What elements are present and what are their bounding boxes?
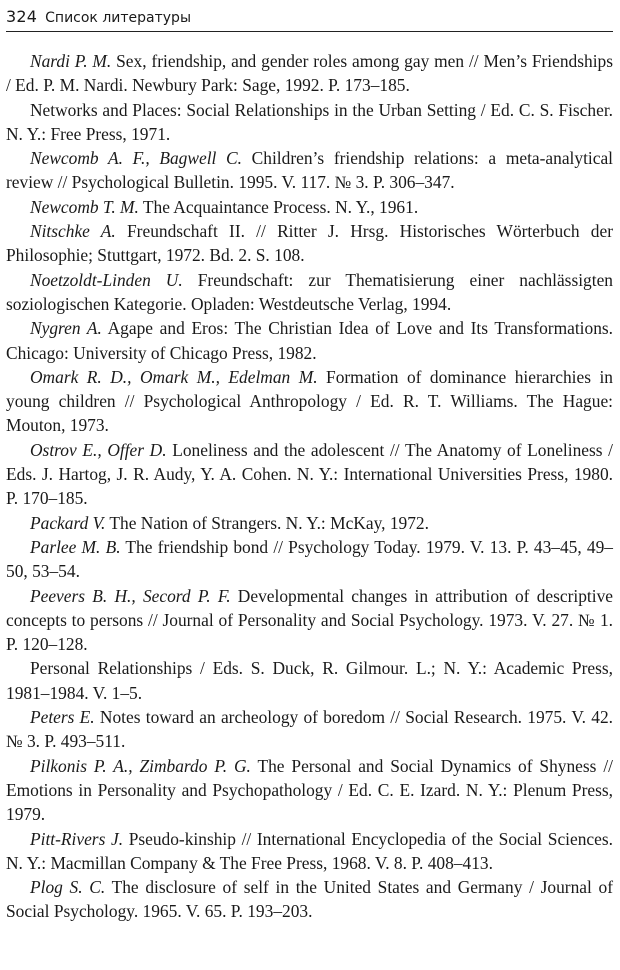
bibliography-list bbox=[6, 49, 613, 924]
entry-author: Parlee M. B. bbox=[30, 536, 121, 557]
section-title: Список литературы bbox=[45, 10, 191, 26]
entry-text: The disclosure of self in the United States and Germany / Journal of Social Psychology. 1965. V. 65. P. 193–203. bbox=[6, 877, 613, 922]
page-number: 324 bbox=[6, 7, 38, 26]
entry-text: The Acquaintance Process. N. Y., 1961. bbox=[138, 196, 419, 217]
bibliography-entry bbox=[6, 316, 613, 365]
entry-text: Notes toward an archeology of boredom // Social Research. 1975. V. 42. № 3. P. 493–511. bbox=[6, 707, 613, 752]
entry-author: Plog S. C. bbox=[30, 877, 106, 898]
bibliography-entry bbox=[6, 584, 613, 657]
entry-text: Agape and Eros: The Christian Idea of Love and Its Transformations. Chicago: University of Chicago Press, 1982. bbox=[6, 318, 614, 363]
entry-text: The Nation of Strangers. N. Y.: McKay, 1972. bbox=[105, 512, 429, 533]
bibliography-entry bbox=[6, 98, 613, 147]
entry-text: Loneliness and the adolescent // The Anatomy of Loneliness / Eds. J. Hartog, J. R. Audy, Y. A. Cohen. N. Y.: International Universities Press, 1980. P. 170–185. bbox=[6, 439, 614, 509]
entry-text: Formation of dominance hierarchies in young children // Psychological Anthropology / Ed. R. T. Williams. The Hague: Mouton, 1973. bbox=[6, 366, 613, 436]
entry-text: Sex, friendship, and gender roles among gay men // Men’s Friendships / Ed. P. M. Nardi. Newbury Park: Sage, 1992. P. 173–185. bbox=[6, 51, 613, 96]
entry-author: Peevers B. H., Secord P. F. bbox=[30, 585, 231, 606]
entry-text: The Personal and Social Dynamics of Shyness // Emotions in Personality and Psychopathology / Ed. C. E. Izard. N. Y.: Plenum Press, 1979. bbox=[6, 755, 613, 825]
entry-author: Ostrov E., Offer D. bbox=[30, 439, 167, 460]
entry-author: Newcomb T. M. bbox=[30, 196, 139, 217]
bibliography-entry bbox=[6, 535, 613, 584]
entry-author: Pitt-Rivers J. bbox=[30, 828, 124, 849]
bibliography-entry bbox=[6, 195, 613, 219]
bibliography-entry bbox=[6, 49, 613, 98]
entry-text: Freundschaft II. // Ritter J. Hrsg. Historisches Wörterbuch der Philosophie; Stuttgart, 1972. Bd. 2. S. 108. bbox=[6, 221, 614, 266]
entry-author: Packard V. bbox=[30, 512, 106, 533]
entry-text: Freundschaft: zur Thematisierung einer nachlässigten soziologischen Kategorie. Opladen: Westdeutsche Verlag, 1994. bbox=[6, 269, 613, 314]
entry-author: Nygren A. bbox=[30, 318, 102, 339]
bibliography-entry bbox=[6, 827, 613, 876]
bibliography-entry bbox=[6, 656, 613, 705]
running-head bbox=[6, 0, 613, 32]
bibliography-entry bbox=[6, 875, 613, 924]
bibliography-entry bbox=[6, 219, 613, 268]
entry-author: Noetzoldt-Linden U. bbox=[30, 269, 183, 290]
entry-author: Newcomb A. F., Bagwell C. bbox=[30, 148, 242, 169]
entry-author: Nitschke A. bbox=[30, 221, 116, 242]
bibliography-entry bbox=[6, 754, 613, 827]
entry-author: Pilkonis P. A., Zimbardo P. G. bbox=[30, 755, 251, 776]
entry-text: Networks and Places: Social Relationships in the Urban Setting / Ed. C. S. Fischer. N. Y.: Free Press, 1971. bbox=[6, 99, 613, 144]
entry-text: Developmental changes in attribution of descriptive concepts to persons // Journal of Personality and Social Psychology. 1973. V. 27. № 1. P. 120–128. bbox=[6, 585, 613, 655]
bibliography-entry bbox=[6, 268, 613, 317]
bibliography-entry bbox=[6, 438, 613, 511]
bibliography-entry bbox=[6, 705, 613, 754]
entry-text: Children’s friendship relations: a meta-analytical review // Psychological Bulletin. 1995. V. 117. № 3. P. 306–347. bbox=[6, 148, 613, 193]
bibliography-entry bbox=[6, 365, 613, 438]
bibliography-entry bbox=[6, 146, 613, 195]
entry-text: Personal Relationships / Eds. S. Duck, R. Gilmour. L.; N. Y.: Academic Press, 1981–1984. V. 1–5. bbox=[6, 658, 613, 703]
entry-author: Peters E. bbox=[30, 707, 95, 728]
entry-author: Nardi P. M. bbox=[30, 51, 112, 71]
bibliography-entry bbox=[6, 511, 613, 535]
entry-text: The friendship bond // Psychology Today. 1979. V. 13. P. 43–45, 49–50, 53–54. bbox=[6, 536, 613, 582]
entry-author: Omark R. D., Omark M., Edelman M. bbox=[30, 366, 318, 387]
entry-text: Pseudo-kinship // International Encyclopedia of the Social Sciences. N. Y.: Macmillan Company & The Free Press, 1968. V. 8. P. 408–413. bbox=[6, 828, 613, 873]
